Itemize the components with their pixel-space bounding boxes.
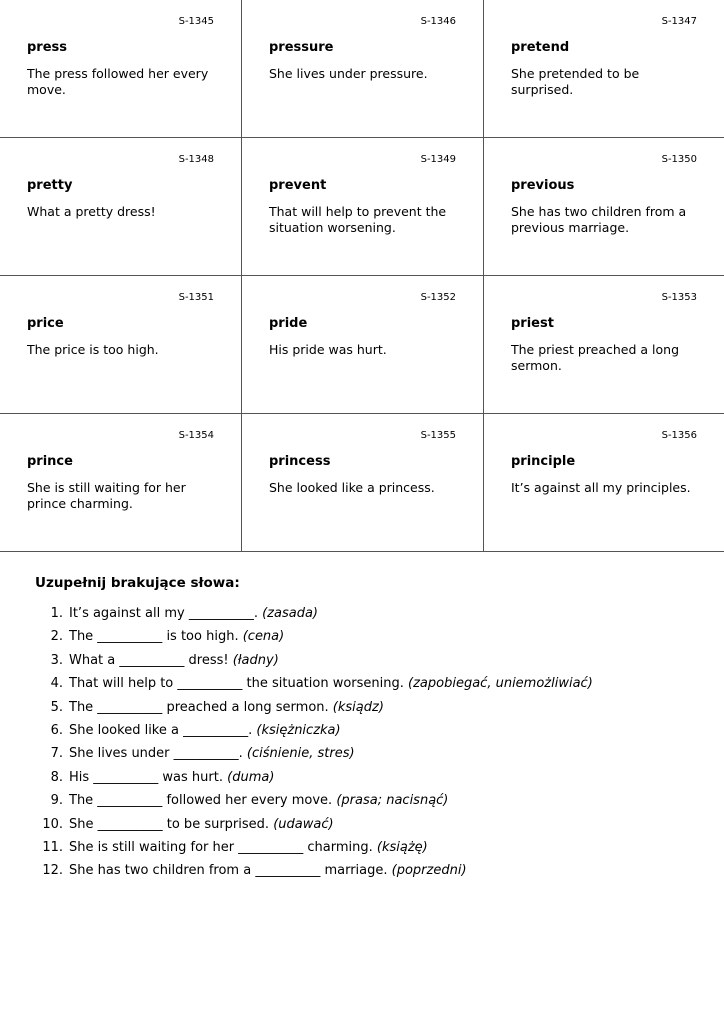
item-text: She looked like a __________. (69, 722, 253, 738)
item-text: His __________ was hurt. (69, 769, 223, 785)
card-code: S-1348 (178, 154, 214, 165)
card-sentence: She has two children from a previous marriage. (511, 204, 687, 235)
item-text: The __________ preached a long sermon. (69, 699, 329, 715)
flashcard (242, 0, 484, 138)
item-number: 10. (42, 816, 63, 832)
card-word: prevent (269, 178, 327, 193)
flashcard (0, 276, 242, 414)
item-hint: (księżniczka) (256, 722, 341, 738)
card-word: press (27, 40, 68, 55)
item-text: The __________ is too high. (69, 629, 239, 645)
item-hint: (zapobiegać, uniemożliwiać) (408, 676, 593, 692)
card-sentence: That will help to prevent the situation worsening. (269, 204, 447, 235)
exercise-item (35, 840, 695, 863)
card-sentence: The price is too high. (27, 342, 159, 357)
exercise-item (35, 676, 695, 699)
exercise-list (35, 606, 695, 887)
item-number: 8. (50, 769, 63, 785)
exercise-item (35, 770, 695, 793)
exercise-item (35, 817, 695, 840)
card-code: S-1345 (178, 16, 214, 27)
item-number: 7. (50, 746, 63, 762)
card-code: S-1353 (661, 292, 697, 303)
exercise-item (35, 700, 695, 723)
exercise-item (35, 793, 695, 816)
flashcard (0, 414, 242, 552)
item-number: 2. (50, 629, 63, 645)
flashcard (484, 414, 724, 552)
item-hint: (ładny) (232, 652, 279, 668)
item-hint: (zasada) (262, 606, 318, 621)
card-sentence: What a pretty dress! (27, 204, 156, 219)
card-word: pretend (511, 40, 570, 55)
card-sentence: She pretended to be surprised. (511, 66, 640, 97)
item-number: 9. (50, 793, 63, 809)
card-code: S-1347 (661, 16, 697, 27)
item-number: 1. (50, 606, 63, 621)
card-word: prince (27, 454, 73, 469)
item-number: 5. (50, 699, 63, 715)
card-sentence: His pride was hurt. (269, 342, 387, 357)
flashcard (0, 0, 242, 138)
item-hint: (cena) (242, 629, 285, 645)
card-code: S-1349 (420, 154, 456, 165)
card-sentence: She is still waiting for her prince charming. (27, 480, 186, 511)
item-text: What a __________ dress! (69, 652, 229, 668)
exercise-item (35, 863, 695, 886)
item-hint: (duma) (227, 769, 275, 785)
flashcard (484, 276, 724, 414)
card-word: principle (511, 454, 576, 469)
card-word: pressure (269, 40, 334, 55)
exercise-item (35, 606, 695, 629)
item-number: 12. (42, 863, 63, 879)
exercise-item (35, 629, 695, 652)
flashcard (242, 414, 484, 552)
card-sentence: It’s against all my principles. (511, 480, 691, 495)
card-sentence: The priest preached a long sermon. (511, 342, 679, 373)
flashcard (484, 138, 724, 276)
item-number: 4. (50, 676, 63, 692)
item-hint: (książę) (376, 839, 428, 855)
card-code: S-1356 (661, 430, 697, 441)
exercise-item (35, 746, 695, 769)
exercise-item (35, 653, 695, 676)
item-number: 6. (50, 722, 63, 738)
item-number: 3. (50, 652, 63, 668)
card-word: price (27, 316, 64, 331)
flashcard (242, 138, 484, 276)
item-hint: (prasa; nacisnąć) (336, 793, 449, 809)
card-code: S-1350 (661, 154, 697, 165)
item-text: That will help to __________ the situation worsening. (69, 676, 404, 692)
item-number: 11. (42, 839, 63, 855)
flashcard (242, 276, 484, 414)
exercise-item (35, 723, 695, 746)
item-text: She __________ to be surprised. (69, 816, 270, 832)
fill-in-exercise (35, 575, 695, 887)
item-hint: (ciśnienie, stres) (246, 746, 355, 762)
flashcard (0, 138, 242, 276)
item-text: The __________ followed her every move. (69, 793, 333, 809)
item-text: She is still waiting for her __________ charming. (69, 839, 373, 855)
item-text: It’s against all my __________. (69, 606, 258, 621)
item-hint: (poprzedni) (391, 863, 467, 879)
item-text: She has two children from a __________ marriage. (69, 863, 388, 879)
card-word: princess (269, 454, 331, 469)
card-code: S-1351 (178, 292, 214, 303)
card-sentence: She lives under pressure. (269, 66, 428, 81)
card-sentence: The press followed her every move. (27, 66, 209, 97)
flashcard (484, 0, 724, 138)
card-word: pretty (27, 178, 73, 193)
card-word: pride (269, 316, 308, 331)
card-code: S-1346 (420, 16, 456, 27)
card-word: previous (511, 178, 575, 193)
exercise-heading: Uzupełnij brakujące słowa: (35, 575, 240, 591)
card-code: S-1354 (178, 430, 214, 441)
card-sentence: She looked like a princess. (269, 480, 435, 495)
card-code: S-1355 (420, 430, 456, 441)
item-hint: (udawać) (273, 816, 334, 832)
item-hint: (ksiądz) (332, 699, 384, 715)
item-text: She lives under __________. (69, 746, 243, 762)
card-word: priest (511, 316, 554, 331)
card-code: S-1352 (420, 292, 456, 303)
